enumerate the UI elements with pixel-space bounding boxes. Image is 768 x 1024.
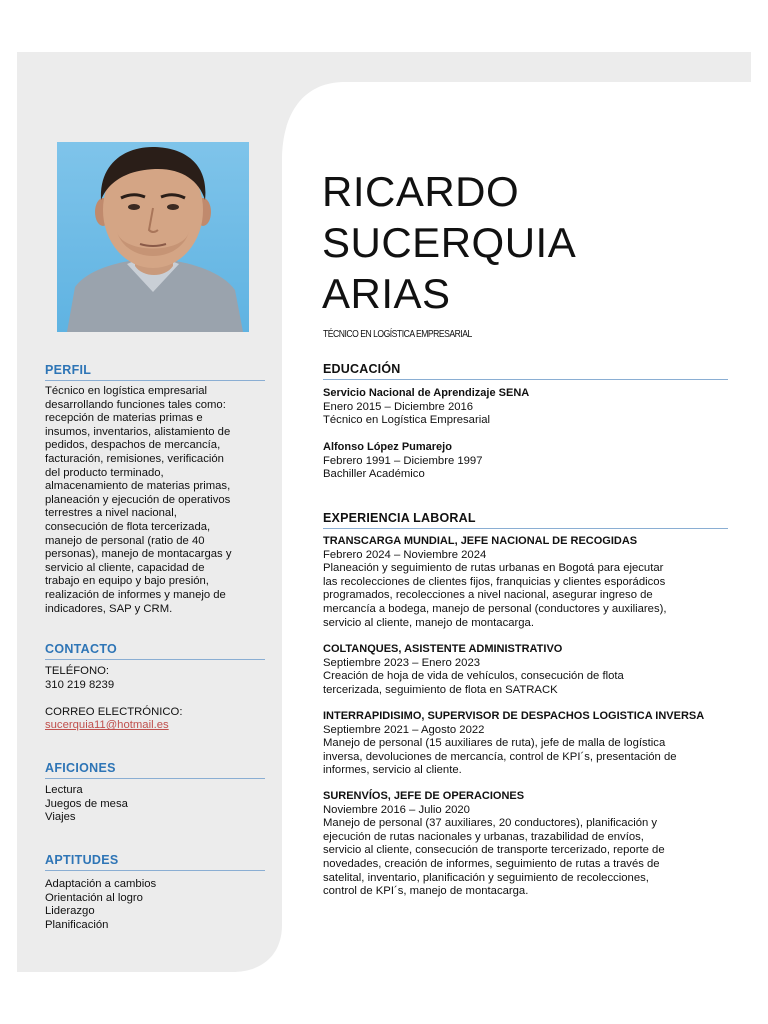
education-section: [323, 362, 728, 376]
job-dates: Septiembre 2023 – Enero 2023: [323, 656, 481, 669]
job-heading: TRANSCARGA MUNDIAL, JEFE NACIONAL DE RECOGIDAS: [323, 535, 638, 547]
experience-section: [323, 511, 728, 525]
contact-details: [45, 665, 267, 733]
experience-entry: [323, 643, 728, 697]
education-dates: Febrero 1991 – Diciembre 1997: [323, 454, 483, 467]
job-description-line: mercancía a bodega, manejo de personal (conductores y auxiliares),: [323, 602, 667, 615]
skill-item: Planificación: [45, 918, 109, 931]
education-degree: Bachiller Académico: [323, 468, 425, 481]
job-description-line: control de KPI´s, manejo de montacarga.: [323, 885, 529, 898]
skills-list: [45, 878, 267, 932]
job-heading: COLTANQUES, ASISTENTE ADMINISTRATIVO: [323, 643, 563, 655]
profile-line: Técnico en logística empresarial: [45, 385, 207, 397]
education-dates: Enero 2015 – Diciembre 2016: [323, 400, 474, 413]
education-heading: EDUCACIÓN: [323, 362, 401, 376]
email-label: CORREO ELECTRÓNICO:: [45, 705, 183, 718]
job-description-line: Manejo de personal (15 auxiliares de ruta), jefe de malla de logística: [323, 737, 666, 750]
profile-divider: [45, 380, 265, 381]
job-description-line: Planeación y seguimiento de rutas urbanas en Bogotá para ejecutar: [323, 562, 664, 575]
job-dates: Noviembre 2016 – Julio 2020: [323, 803, 470, 816]
job-heading: SURENVÍOS, JEFE DE OPERACIONES: [323, 790, 525, 802]
profile-line: personas), manejo de montacargas y: [45, 548, 232, 561]
hobbies-list: [45, 784, 267, 825]
job-title: TÉCNICO EN LOGÍSTICA EMPRESARIAL: [323, 328, 472, 340]
contact-divider: [45, 659, 265, 660]
skill-item: Liderazgo: [45, 905, 95, 918]
hobbies-section: [45, 761, 267, 778]
job-description-line: inversa, devoluciones de mercancía, control de KPI´s, presentación de: [323, 750, 677, 763]
skill-item: Adaptación a cambios: [45, 878, 157, 890]
job-heading: INTERRAPIDISIMO, SUPERVISOR DE DESPACHOS LOGISTICA INVERSA: [323, 710, 705, 722]
job-description-line: tercerizada, seguimiento de flota en SATRACK: [323, 683, 558, 696]
name-line: SUCERQUIA: [322, 219, 577, 266]
job-description-line: las recolecciones de clientes fijos, franquicias y clientes esporádicos: [323, 575, 666, 588]
profile-line: desarrollando funciones tales como:: [45, 398, 226, 411]
skills-divider: [45, 870, 265, 871]
experience-entry: [323, 790, 728, 899]
phone-number[interactable]: 310 219 8239: [45, 678, 115, 691]
job-description-line: satelital, inventario, planificación y seguimiento de recolecciones,: [323, 871, 649, 884]
profile-line: consecución de flota tercerizada,: [45, 520, 211, 533]
profile-text: [45, 385, 267, 616]
profile-line: manejo de personal (ratio de 40: [45, 534, 205, 547]
education-entry: [323, 441, 728, 482]
profile-line: almacenamiento de materias primas,: [45, 480, 231, 493]
name-line: RICARDO: [322, 168, 520, 215]
profile-line: servicio al cliente, capacidad de: [45, 561, 205, 574]
skills-section: [45, 853, 267, 870]
profile-heading: PERFIL: [45, 363, 92, 377]
job-description-line: novedades, creación de informes, seguimiento de rutas a través de: [323, 857, 660, 870]
profile-section: [45, 363, 267, 380]
hobby-item: Lectura: [45, 784, 83, 796]
hobby-item: Juegos de mesa: [45, 797, 128, 810]
hobbies-heading: AFICIONES: [45, 761, 116, 775]
experience-heading: EXPERIENCIA LABORAL: [323, 511, 476, 525]
candidate-name: [322, 166, 576, 319]
profile-line: del producto terminado,: [45, 466, 164, 479]
profile-line: pedidos, despachos de mercancía,: [45, 439, 221, 452]
name-line: ARIAS: [322, 270, 451, 317]
job-description-line: servicio al cliente, manejo de montacarga.: [323, 616, 534, 629]
job-description-line: servicio al cliente, consecución de transporte tercerizado, reporte de: [323, 844, 665, 857]
job-description-line: Creación de hoja de vida de vehículos, consecución de flota: [323, 670, 624, 683]
job-description-line: informes, servicio al cliente.: [323, 764, 462, 777]
contact-section: [45, 642, 267, 659]
experience-entry: [323, 710, 728, 778]
experience-entry: [323, 535, 728, 630]
profile-line: planeación y ejecución de operativos: [45, 493, 231, 506]
experience-divider: [323, 528, 728, 529]
profile-line: recepción de materias primas e: [45, 412, 203, 425]
hobbies-divider: [45, 778, 265, 779]
job-description-line: Manejo de personal (37 auxiliares, 20 conductores), planificación y: [323, 817, 658, 830]
profile-line: terrestres a nivel nacional,: [45, 507, 177, 520]
job-description-line: programados, recolecciones a nivel nacional, asegurar ingreso de: [323, 589, 653, 602]
profile-line: insumos, inventarios, alistamiento de: [45, 425, 231, 438]
job-dates: Septiembre 2021 – Agosto 2022: [323, 723, 485, 736]
education-institution: Alfonso López Pumarejo: [323, 441, 452, 453]
skills-heading: APTITUDES: [45, 853, 119, 867]
education-divider: [323, 379, 728, 380]
email-link[interactable]: sucerquia11@hotmail.es: [45, 719, 169, 732]
skill-item: Orientación al logro: [45, 891, 143, 904]
profile-photo: [57, 142, 249, 332]
hobby-item: Viajes: [45, 811, 76, 824]
profile-line: facturación, remisiones, verificación: [45, 452, 224, 465]
job-dates: Febrero 2024 – Noviembre 2024: [323, 548, 487, 561]
profile-line: trabajo en equipo y bajo presión,: [45, 575, 209, 588]
phone-label: TELÉFONO:: [45, 665, 110, 677]
education-institution: Servicio Nacional de Aprendizaje SENA: [323, 387, 530, 399]
profile-line: indicadores, SAP y CRM.: [45, 602, 173, 615]
education-entry: [323, 387, 728, 428]
job-description-line: ejecución de rutas nacionales y urbanas, trazabilidad de envíos,: [323, 830, 644, 843]
profile-line: realización de informes y manejo de: [45, 588, 226, 601]
contact-heading: CONTACTO: [45, 642, 118, 656]
education-degree: Técnico en Logística Empresarial: [323, 414, 491, 427]
